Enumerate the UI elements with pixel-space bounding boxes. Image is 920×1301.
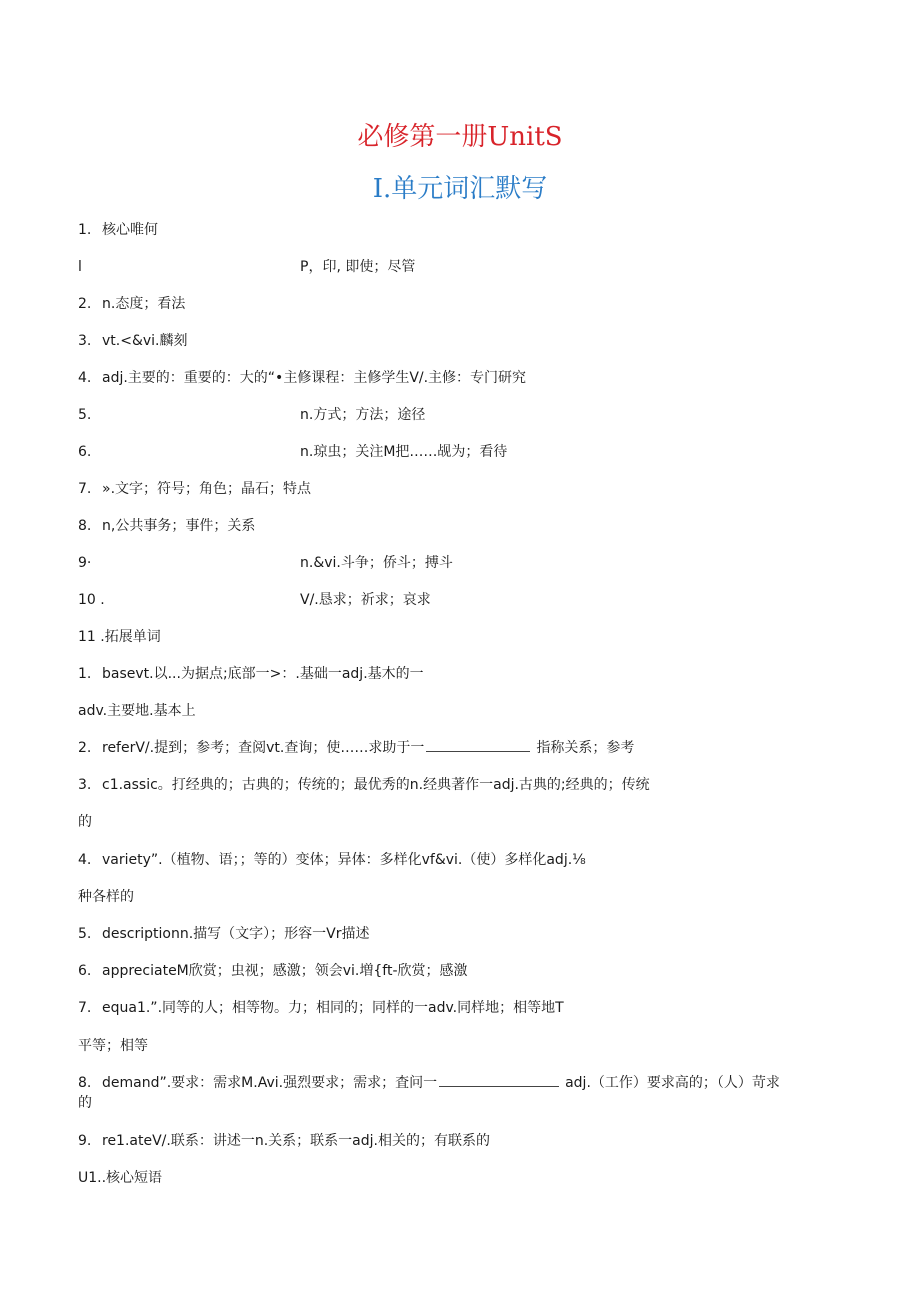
ext-item-num: 3. xyxy=(78,777,92,793)
ext-item-num: 1. xyxy=(78,666,92,682)
phrases-heading: U1..核心短语 xyxy=(78,1170,163,1186)
list-item xyxy=(78,739,634,757)
list-item xyxy=(78,1132,490,1150)
core-item-num: 10 . xyxy=(78,592,105,608)
ext-item-num: 6. xyxy=(78,963,92,979)
ext-item-text: demand”.要求：需求M.Avi.强烈要求；需求；査问一 xyxy=(102,1075,438,1091)
ext-item-text: 指称关系；参考 xyxy=(536,740,635,756)
ext-item-text: 平等；相等 xyxy=(78,1038,148,1054)
core-item-meaning: n.琼虫；关注M把……觇为；看待 xyxy=(300,444,508,460)
core-item-meaning: ».文字；符号；角色；晶石；特点 xyxy=(102,481,312,497)
fill-blank xyxy=(439,1074,559,1087)
ext-item-num: 5. xyxy=(78,926,92,942)
core-item-num: 2. xyxy=(78,296,92,312)
core-item-meaning: n,公共事务；事件；关系 xyxy=(102,518,256,534)
ext-item-text: c1.assic。打经典的；古典的；传统的；最优秀的n.经典著作一adj.古典的;经典的；传统 xyxy=(102,777,650,793)
core-item-num: 9· xyxy=(78,555,92,571)
core-item-meaning: adj.主要的：重要的：大的“•主修课程：主修学生V/.主修：专门研究 xyxy=(102,370,527,386)
list-item xyxy=(78,480,311,498)
core-heading-label: 核心唯何 xyxy=(102,222,158,238)
core-item-num: l xyxy=(78,259,82,275)
core-heading-num: 1. xyxy=(78,222,92,238)
ext-item-text: adj.（工作）要求高的；（人）苛求 xyxy=(565,1075,780,1091)
ext-item-num: 8. xyxy=(78,1075,92,1091)
ext-item-text: adv.主要地.基本上 xyxy=(78,703,196,719)
ext-item-text: 种各样的 xyxy=(78,889,134,905)
list-item xyxy=(78,295,185,313)
ext-item-text: re1.ateV/.联系：讲述一n.关系；联系一adj.相关的；有联系的 xyxy=(102,1133,490,1149)
list-item xyxy=(78,999,564,1017)
ext-item-text: descriptionn.描写（文字）；形容一Vr描述 xyxy=(102,926,370,942)
ext-item-text: equa1.”.同等的人；相等物。力；相同的；同样的一adv.同样地；相等地T xyxy=(102,1000,564,1016)
ext-item-num: 9. xyxy=(78,1133,92,1149)
list-item xyxy=(78,962,468,980)
core-item-meaning: n.&vi.斗争；侨斗；搏斗 xyxy=(300,555,453,571)
ext-item-text: 的 xyxy=(78,1095,92,1111)
ext-item-text: variety”.（植物、语；；等的）变体；异体：多样化vf&vi.（使）多样化adj.⅛ xyxy=(102,852,586,868)
list-item xyxy=(78,369,526,387)
core-item-num: 8. xyxy=(78,518,92,534)
core-item-num: 5. xyxy=(78,407,92,423)
list-item xyxy=(78,665,424,683)
fill-blank xyxy=(426,739,530,752)
page-title: 必修第一册UnitS xyxy=(357,122,563,152)
core-item-meaning: V/.恳求；祈求；哀求 xyxy=(300,592,431,608)
section-title: I.单元词汇默写 xyxy=(372,174,548,204)
ext-item-num: 4. xyxy=(78,852,92,868)
core-item-num: 4. xyxy=(78,370,92,386)
list-item xyxy=(78,517,255,535)
list-item xyxy=(78,332,188,350)
ext-item-num: 2. xyxy=(78,740,92,756)
extended-heading: 11 .拓展单词 xyxy=(78,629,161,645)
core-item-meaning: n.态度；看法 xyxy=(102,296,186,312)
core-item-num: 6. xyxy=(78,444,92,460)
core-item-meaning: vt.<&vi.麟刻 xyxy=(102,333,188,349)
core-item-meaning: n.方式；方法；途径 xyxy=(300,407,426,423)
ext-item-num: 7. xyxy=(78,1000,92,1016)
core-heading xyxy=(78,221,158,239)
list-item xyxy=(78,925,370,943)
list-item xyxy=(78,776,650,794)
ext-item-text: referV/.提到；参考；查阅vt.查询；使……求助于一 xyxy=(102,740,425,756)
ext-item-text: appreciateM欣赏；虫视；感激；领会vi.増{ft-欣赏；感激 xyxy=(102,963,468,979)
list-item xyxy=(78,1074,780,1092)
ext-item-text: 的 xyxy=(78,814,92,830)
ext-item-text: basevt.以...为据点;底部一>：.基础一adj.基木的一 xyxy=(102,666,424,682)
list-item xyxy=(78,851,586,869)
core-item-num: 3. xyxy=(78,333,92,349)
core-item-meaning: P，印, 即使；尽管 xyxy=(300,259,416,275)
core-item-num: 7. xyxy=(78,481,92,497)
